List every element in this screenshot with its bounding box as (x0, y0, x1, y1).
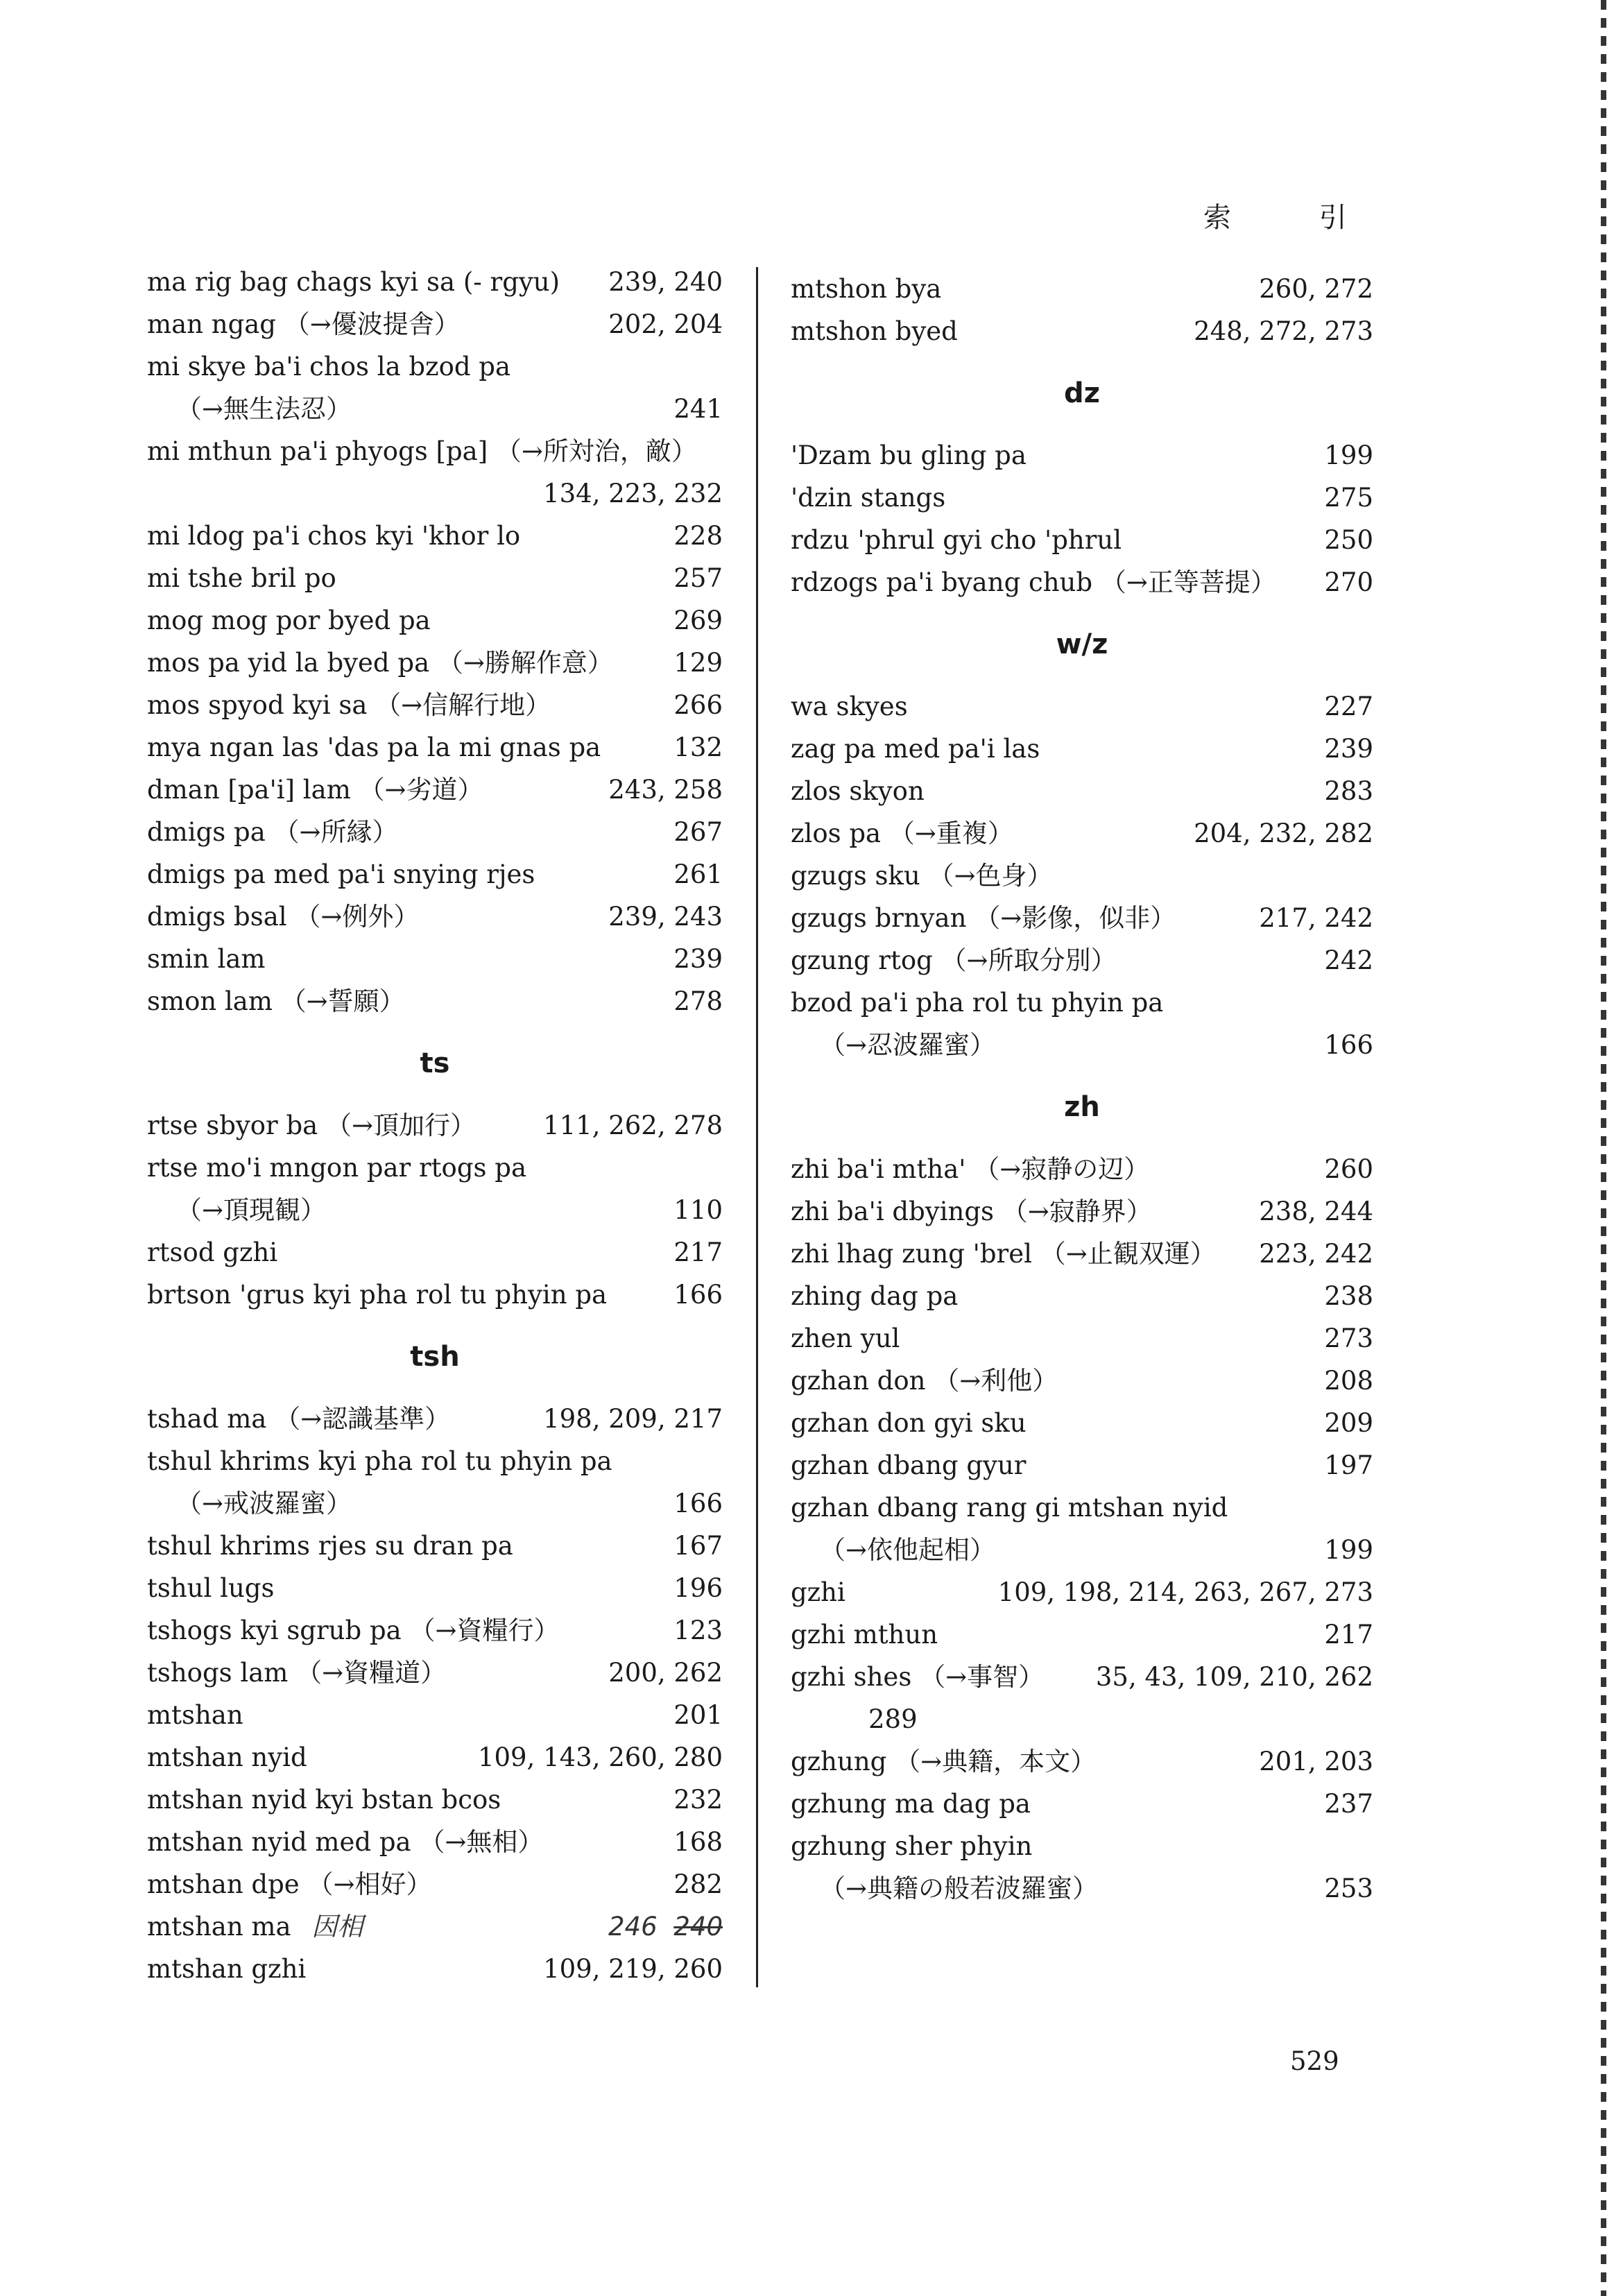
index-entry: 'Dzam bu gling pa 199 (791, 440, 1373, 470)
handwritten-note: 因相 (311, 1912, 363, 1942)
index-entry: gzhung ma dag pa 237 (791, 1789, 1373, 1819)
index-entry: mtshan gzhi 109, 219, 260 (147, 1954, 723, 1984)
index-entry: zhen yul 273 (791, 1323, 1373, 1353)
header-char-left: 索 (1203, 202, 1233, 234)
section-heading-ts: ts (420, 1047, 450, 1079)
index-entry: tshad ma （→認識基準） 198, 209, 217 (147, 1404, 723, 1434)
index-entry: rdzu 'phrul gyi cho 'phrul 250 (791, 525, 1373, 555)
section-heading-dz: dz (1064, 377, 1100, 409)
index-entry: tshogs kyi sgrub pa （→資糧行） 123 (147, 1616, 723, 1645)
index-entry: gzhung （→典籍，本文） 201, 203 (791, 1747, 1373, 1776)
index-entry-annotated: mtshan ma 因相 246 240 (147, 1912, 723, 1942)
page-number: 529 (1290, 2046, 1339, 2076)
index-entry: gzhi shes （→事智） 35, 43, 109, 210, 262 289 (791, 1662, 1373, 1734)
index-entry: wa skyes 227 (791, 692, 1373, 721)
index-entry: zhi ba'i dbyings （→寂静界） 238, 244 (791, 1197, 1373, 1226)
section-heading-tsh: tsh (410, 1341, 460, 1373)
index-entry: zlos skyon 283 (791, 776, 1373, 806)
index-entry: gzhan don gyi sku 209 (791, 1408, 1373, 1438)
index-entry: mi tshe bril po 257 (147, 563, 723, 593)
index-entry: mtshan dpe （→相好） 282 (147, 1869, 723, 1899)
index-entry: mos pa yid la byed pa （→勝解作意） 129 (147, 648, 723, 678)
section-heading-zh: zh (1064, 1091, 1100, 1123)
index-entry: dmigs pa （→所縁） 267 (147, 817, 723, 847)
index-entry: dmigs pa med pa'i snying rjes 261 (147, 859, 723, 889)
index-entry: mi skye ba'i chos la bzod pa （→無生法忍） 241 (147, 352, 723, 424)
index-entry: dmigs bsal （→例外） 239, 243 (147, 902, 723, 932)
index-entry: gzung rtog （→所取分別） 242 (791, 945, 1373, 975)
index-entry: man ngag （→優波提舎） 202, 204 (147, 309, 723, 339)
index-entry: tshul khrims kyi pha rol tu phyin pa （→戒波羅蜜） 166 (147, 1446, 723, 1518)
index-entry: gzhan dbang rang gi mtshan nyid （→依他起相） 199 (791, 1493, 1373, 1565)
index-entry: mos spyod kyi sa （→信解行地） 266 (147, 690, 723, 720)
index-entry: zhi lhag zung 'brel （→止観双運） 223, 242 (791, 1239, 1373, 1269)
index-entry: rtsod gzhi 217 (147, 1237, 723, 1267)
scan-edge-mark (1601, 0, 1606, 2296)
left-column (147, 261, 723, 1990)
index-entry: 'dzin stangs 275 (791, 483, 1373, 513)
index-entry: gzugs sku （→色身） (791, 861, 1053, 891)
header-char-right: 引 (1319, 202, 1348, 234)
index-entry: gzhung sher phyin （→典籍の般若波羅蜜） 253 (791, 1831, 1373, 1903)
index-entry: smin lam 239 (147, 944, 723, 974)
struck-page-number: 240 (673, 1912, 723, 1942)
index-entry: zag pa med pa'i las 239 (791, 734, 1373, 764)
index-entry: bzod pa'i pha rol tu phyin pa （→忍波羅蜜） 166 (791, 988, 1373, 1060)
index-entry: gzhi mthun 217 (791, 1620, 1373, 1650)
index-entry: mtshan nyid med pa （→無相） 168 (147, 1827, 723, 1857)
index-entry: rtse sbyor ba （→頂加行） 111, 262, 278 (147, 1111, 723, 1140)
index-entry: mtshan nyid kyi bstan bcos 232 (147, 1785, 723, 1815)
index-entry: mtshon byed 248, 272, 273 (791, 316, 1373, 346)
index-entry: tshul lugs 196 (147, 1573, 723, 1603)
page-header (1203, 196, 1348, 235)
index-entry: smon lam （→誓願） 278 (147, 986, 723, 1016)
index-entry: rdzogs pa'i byang chub （→正等菩提） 270 (791, 567, 1373, 597)
index-entry: mi ldog pa'i chos kyi 'khor lo 228 (147, 521, 723, 551)
index-entry: ma rig bag chags kyi sa (- rgyu) 239, 240 (147, 267, 723, 297)
handwritten-page-correction: 246 (608, 1912, 658, 1942)
index-entry: mtshon bya 260, 272 (791, 274, 1373, 304)
index-entry: dman [pa'i] lam （→劣道） 243, 258 (147, 775, 723, 805)
index-entry: rtse mo'i mngon par rtogs pa （→頂現観） 110 (147, 1153, 723, 1225)
section-heading-wz: w/z (1056, 628, 1108, 660)
index-entry: gzugs brnyan （→影像，似非） 217, 242 (791, 903, 1373, 933)
index-entry: gzhan dbang gyur 197 (791, 1450, 1373, 1480)
index-entry: gzhan don （→利他） 208 (791, 1366, 1373, 1396)
index-entry: mi mthun pa'i phyogs [pa] （→所対治，敵） 134, 223, 232 (147, 436, 723, 508)
index-entry: zhi ba'i mtha' （→寂静の辺） 260 (791, 1154, 1373, 1184)
index-entry: mtshan 201 (147, 1700, 723, 1730)
index-entry: tshul khrims rjes su dran pa 167 (147, 1531, 723, 1561)
column-divider (756, 267, 758, 1987)
index-entry: mog mog por byed pa 269 (147, 606, 723, 635)
index-entry: tshogs lam （→資糧道） 200, 262 (147, 1658, 723, 1688)
index-entry: brtson 'grus kyi pha rol tu phyin pa 166 (147, 1280, 723, 1310)
index-entry: zhing dag pa 238 (791, 1281, 1373, 1311)
index-entry: zlos pa （→重複） 204, 232, 282 (791, 819, 1373, 848)
index-entry: mtshan nyid 109, 143, 260, 280 (147, 1742, 723, 1772)
right-column (791, 268, 1373, 1910)
index-entry: gzhi 109, 198, 214, 263, 267, 273 (791, 1577, 1373, 1607)
index-entry: mya ngan las 'das pa la mi gnas pa 132 (147, 733, 723, 762)
